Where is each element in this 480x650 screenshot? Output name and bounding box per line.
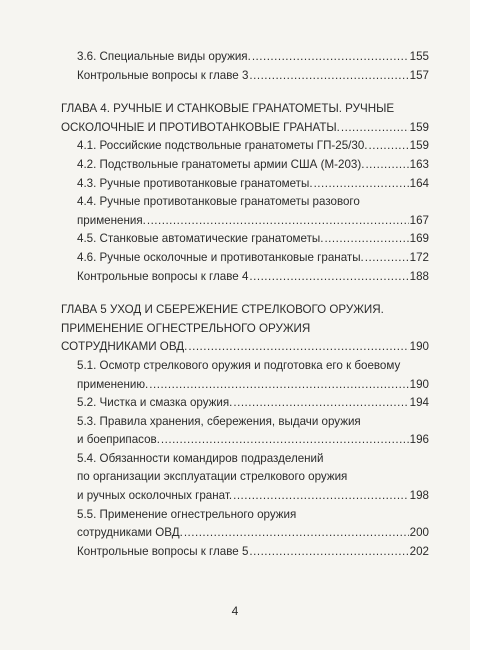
leader-dots [233,487,409,506]
leader-dots [365,156,408,175]
toc-entry-page: 190 [409,377,429,391]
toc-entry [61,212,429,231]
toc-entry-page: 198 [409,489,429,503]
chapter-heading: ГЛАВА 5 УХОД И СБЕРЕЖЕНИЕ СТРЕЛКОВОГО ОРУЖИЯ. [61,303,384,317]
toc-entry-title: 4.1. Российские подствольные гранатометы ГП-25/30. [77,139,368,153]
leader-dots [149,376,408,395]
toc-entry-title: 5.3. Правила хранения, сбережения, выдачи оружия [77,414,361,428]
toc-entry-title: 3.6. Специальные виды оружия. [77,50,251,63]
toc-entry-title: 5.4. Обязанности командиров подразделений [77,451,324,465]
leader-dots [324,230,408,249]
toc-entry-title: 5.5. Применение огнестрельного оружия [77,507,297,521]
chapter-heading-text: СОТРУДНИКАМИ ОВД. [61,340,188,354]
leader-dots [341,119,409,138]
toc-entry-page: 172 [409,250,429,264]
toc-entry-title: 5.2. Чистка и смазка оружия. [77,396,233,410]
toc-entry-title-cont: применению. [77,377,149,391]
leader-dots [249,67,408,86]
toc-entry [61,543,429,562]
toc-entry-page: 196 [409,433,429,447]
leader-dots [147,212,409,231]
toc-entry [61,156,429,175]
toc-entry-page: 194 [409,396,429,410]
toc-entry-page: 164 [409,176,429,190]
toc-entry-title: Контрольные вопросы к главе 4 [77,269,249,283]
toc-entry [61,137,429,156]
toc-entry-page: 159 [409,139,429,153]
toc-entry-title: 4.3. Ручные противотанковые гранатометы. [77,176,313,190]
toc-entry [61,67,429,86]
chapter-heading-last-line [61,119,429,138]
chapter-heading: ГЛАВА 4. РУЧНЫЕ И СТАНКОВЫЕ ГРАНАТОМЕТЫ. РУЧНЫЕ [61,102,395,116]
toc-chapter-5 [61,301,429,561]
toc-entry-title: Контрольные вопросы к главе 5 [77,544,249,558]
toc-chapter3-tail [61,48,429,85]
toc-entry [61,48,429,67]
toc-entry-title-cont: и боеприпасов. [77,433,160,447]
toc-entry [61,487,429,506]
toc-entry [61,230,429,249]
toc-entry-page: 202 [409,544,429,558]
leader-dots [365,249,409,268]
leader-dots [249,543,408,562]
leader-dots [252,48,409,67]
leader-dots [184,524,409,543]
leader-dots [233,394,408,413]
chapter-heading-text: ОСКОЛОЧНЫЕ И ПРОТИВОТАНКОВЫЕ ГРАНАТЫ. [61,120,340,134]
toc-entry-page: 167 [409,213,429,227]
toc-entry-page: 200 [409,526,429,540]
toc-chapter-4 [61,100,429,286]
table-of-contents [61,48,429,576]
toc-entry [61,431,429,450]
toc-entry [61,394,429,413]
leader-dots [314,175,409,194]
toc-entry-title-cont: применения. [77,213,146,227]
page-number: 4 [231,604,239,618]
toc-entry-page: 169 [409,232,429,246]
toc-entry-title: 5.1. Осмотр стрелкового оружия и подготовка его к боевому [77,358,401,372]
chapter-heading-page: 159 [409,120,429,134]
leader-dots [249,268,408,287]
toc-entry-page: 163 [409,157,429,171]
toc-entry-title: Контрольные вопросы к главе 3 [77,68,249,82]
toc-entry-title-cont: сотрудниками ОВД. [77,526,183,540]
chapter-heading-last-line [61,338,429,357]
toc-entry [61,376,429,395]
leader-dots [188,338,408,357]
toc-entry [61,249,429,268]
chapter-heading: ПРИМЕНЕНИЕ ОГНЕСТРЕЛЬНОГО ОРУЖИЯ [61,321,311,335]
leader-dots [161,431,409,450]
toc-entry-title: 4.5. Станковые автоматические гранатометы. [77,232,324,246]
toc-entry [61,524,429,543]
leader-dots [369,137,409,156]
toc-entry-page: 155 [409,50,429,63]
toc-entry-page: 157 [409,68,429,82]
toc-entry-title: 4.4. Ручные противотанковые гранатометы разового [77,195,360,209]
toc-entry-title: 4.2. Подствольные гранатометы армии США (М-203). [77,157,365,171]
toc-entry-title-cont: по организации эксплуатации стрелкового оружия [77,470,348,484]
toc-entry [61,268,429,287]
chapter-heading-page: 190 [409,340,429,354]
toc-entry-title: 4.6. Ручные осколочные и противотанковые гранаты. [77,250,364,264]
toc-entry-page: 188 [409,269,429,283]
toc-entry-title-cont: и ручных осколочных гранат. [77,489,233,503]
toc-entry [61,175,429,194]
